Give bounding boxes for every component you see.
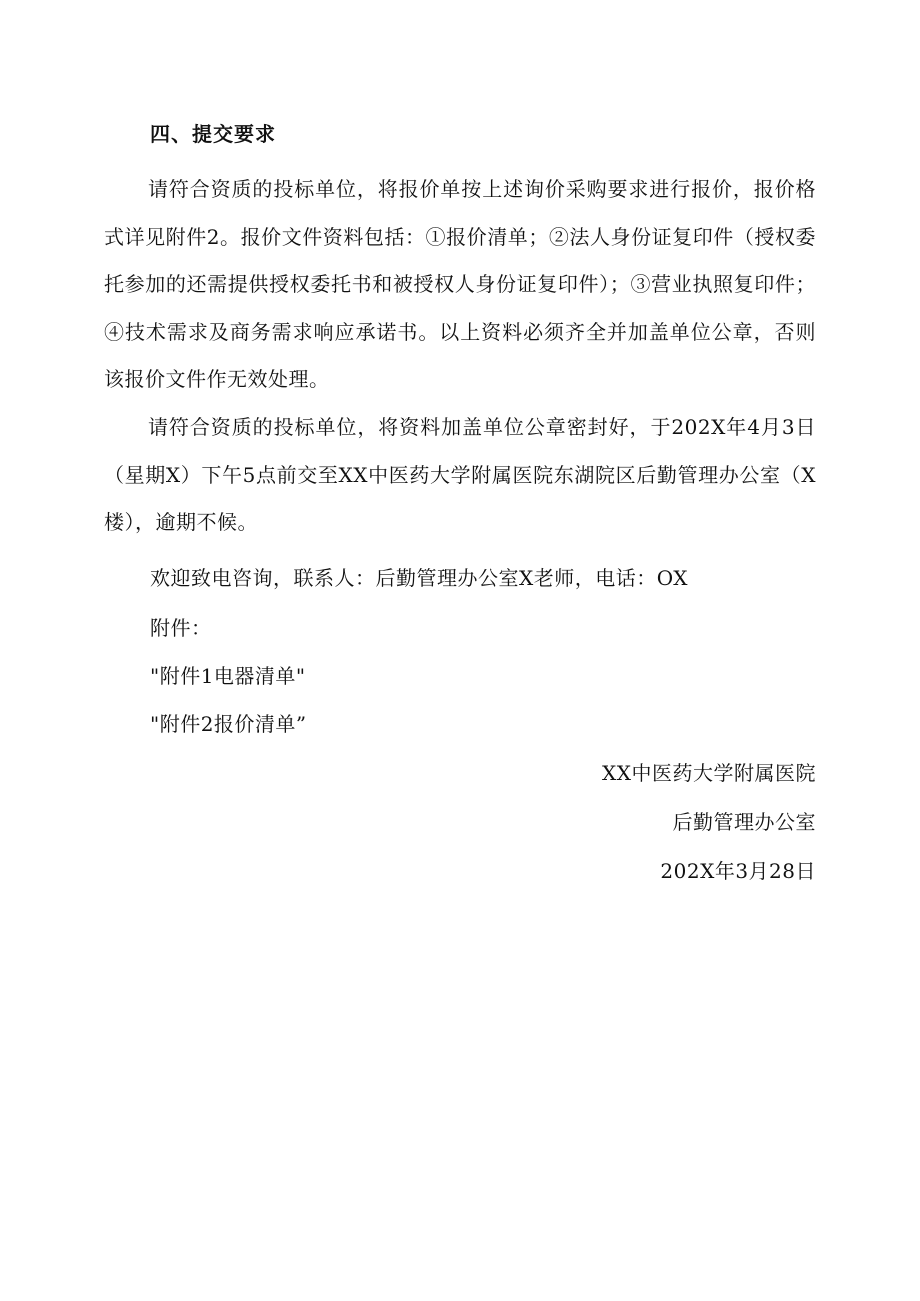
- contact-info: 欢迎致电咨询，联系人：后勤管理办公室X老师，电话：OX: [150, 566, 689, 590]
- attachments-label: 附件：: [150, 616, 212, 640]
- signature-organization: XX中医药大学附属医院: [602, 761, 816, 785]
- submission-deadline-paragraph: 请符合资质的投标单位，将资料加盖单位公章密封好，于202X年4月3日（星期X）下午5点前交至XX中医药大学附属医院东湖院区后勤管理办公室（X楼），逾期不候。: [104, 415, 816, 534]
- submission-requirements-paragraph: 请符合资质的投标单位，将报价单按上述询价采购要求进行报价，报价格式详见附件2。报价文件资料包括：①报价清单；②法人身份证复印件（授权委托参加的还需提供授权委托书和被授权人身份证复印件）；③营业执照复印件；④技术需求及商务需求响应承诺书。以上资料必须齐全并加盖单位公章，否则该报价文件作无效处理。: [104, 177, 816, 391]
- section-heading: 四、提交要求: [150, 122, 276, 146]
- signature-department: 后勤管理办公室: [672, 810, 816, 834]
- attachment-item-2: "附件2报价清单”: [150, 712, 307, 736]
- signature-date: 202X年3月28日: [660, 859, 816, 883]
- attachment-item-1: "附件1电器清单": [150, 664, 306, 688]
